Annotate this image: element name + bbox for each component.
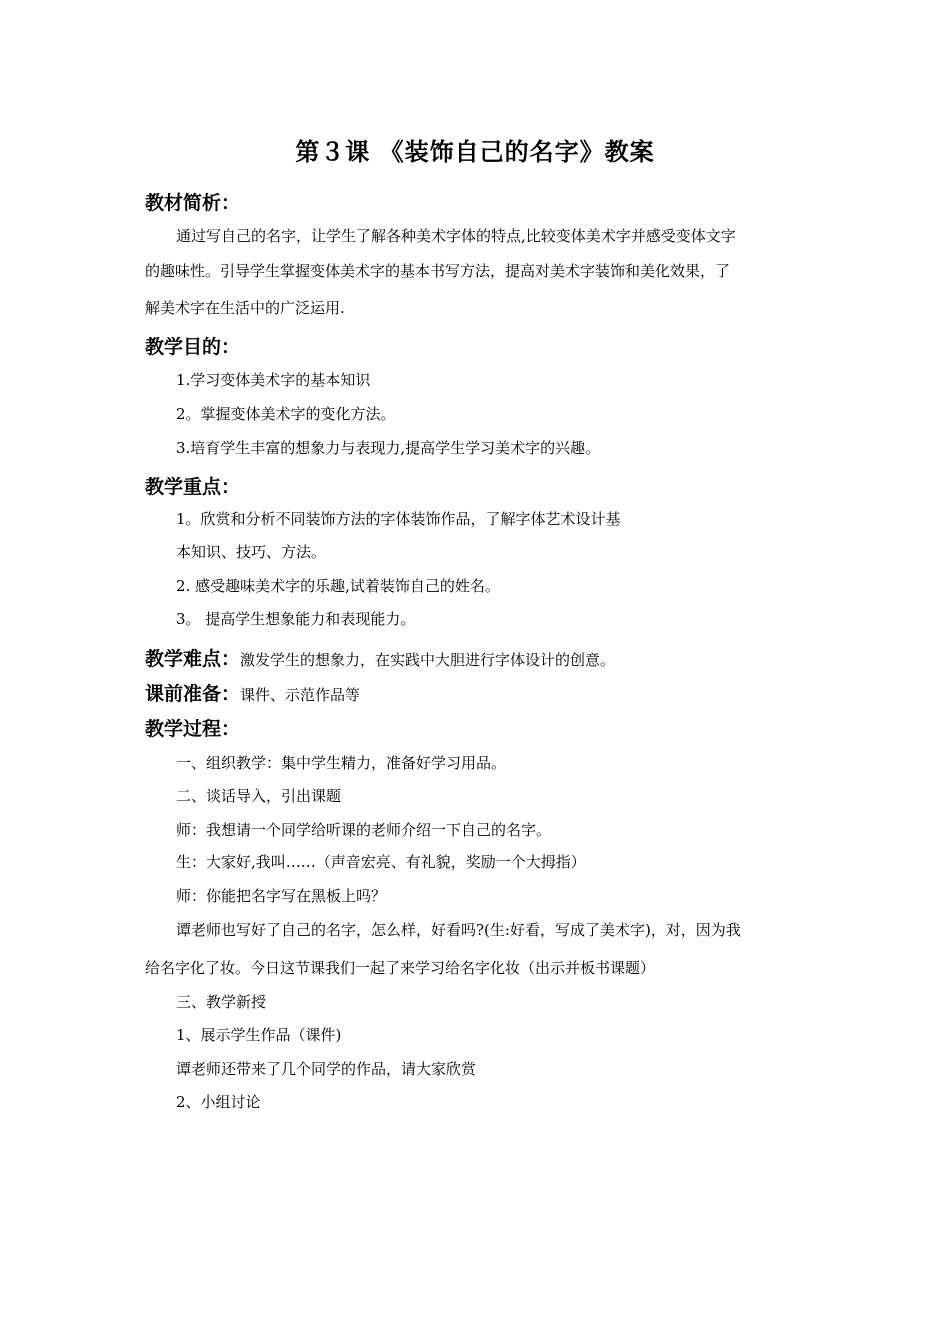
- keypoints-line-3: 2. 感受趣味美术字的乐趣,试着装饰自己的姓名。: [176, 577, 500, 595]
- materials-line-2: 的趣味性。引导学生掌握变体美术字的基本书写方法，提高对美术字装饰和美化效果，了: [145, 262, 731, 280]
- document-title: 第３课 《装饰自己的名字》教案: [295, 138, 655, 166]
- heading-difficulty: [145, 644, 615, 671]
- process-line-9: 1、展示学生作品（课件): [176, 1026, 342, 1044]
- heading-materials: 教材简析：: [145, 192, 241, 214]
- process-line-7: 给名字化了妆。今日这节课我们一起了来学习给名字化妆（出示并板书课题）: [145, 959, 656, 977]
- process-line-1: 一、组织教学：集中学生精力，准备好学习用品。: [176, 754, 507, 772]
- heading-keypoints: 教学重点：: [145, 476, 241, 498]
- goals-line-3: 3.培育学生丰富的想象力与表现力,提高学生学习美术字的兴趣。: [176, 439, 601, 457]
- heading-goals: 教学目的：: [145, 336, 241, 358]
- difficulty-text: 激发学生的想象力，在实践中大胆进行字体设计的创意。: [240, 651, 616, 669]
- process-line-6: 谭老师也写好了自己的名字，怎么样，好看吗?(生:好看，写成了美术字)，对，因为我: [176, 921, 741, 939]
- keypoints-line-4: 3。 提高学生想象能力和表现能力。: [176, 610, 416, 628]
- heading-preparation: [145, 679, 360, 706]
- process-line-2: 二、谈话导入，引出课题: [176, 787, 342, 805]
- process-line-4: 生：大家好,我叫……（声音宏亮、有礼貌，奖励一个大拇指）: [176, 853, 586, 871]
- difficulty-label: 教学难点：: [145, 648, 241, 670]
- process-line-10: 谭老师还带来了几个同学的作品，请大家欣赏: [176, 1060, 477, 1078]
- preparation-text: 课件、示范作品等: [240, 686, 361, 704]
- process-line-3: 师：我想请一个同学给听课的老师介绍一下自己的名字。: [176, 821, 552, 839]
- keypoints-line-2: 本知识、技巧、方法。: [176, 543, 327, 561]
- goals-line-2: 2。掌握变体美术字的变化方法。: [176, 405, 396, 423]
- heading-process: 教学过程：: [145, 718, 241, 740]
- process-line-5: 师：你能把名字写在黑板上吗？: [176, 887, 387, 905]
- keypoints-line-1: 1。欣赏和分析不同装饰方法的字体装饰作品，了解字体艺术设计基: [176, 510, 621, 528]
- process-line-11: 2、小组讨论: [176, 1093, 261, 1111]
- process-line-8: 三、教学新授: [176, 993, 267, 1011]
- goals-line-1: 1.学习变体美术字的基本知识: [176, 371, 371, 389]
- preparation-label: 课前准备：: [145, 683, 241, 705]
- materials-line-1: 通过写自己的名字，让学生了解各种美术字体的特点,比较变体美术字并感受变体文字: [176, 227, 736, 245]
- materials-line-3: 解美术字在生活中的广泛运用.: [145, 299, 345, 317]
